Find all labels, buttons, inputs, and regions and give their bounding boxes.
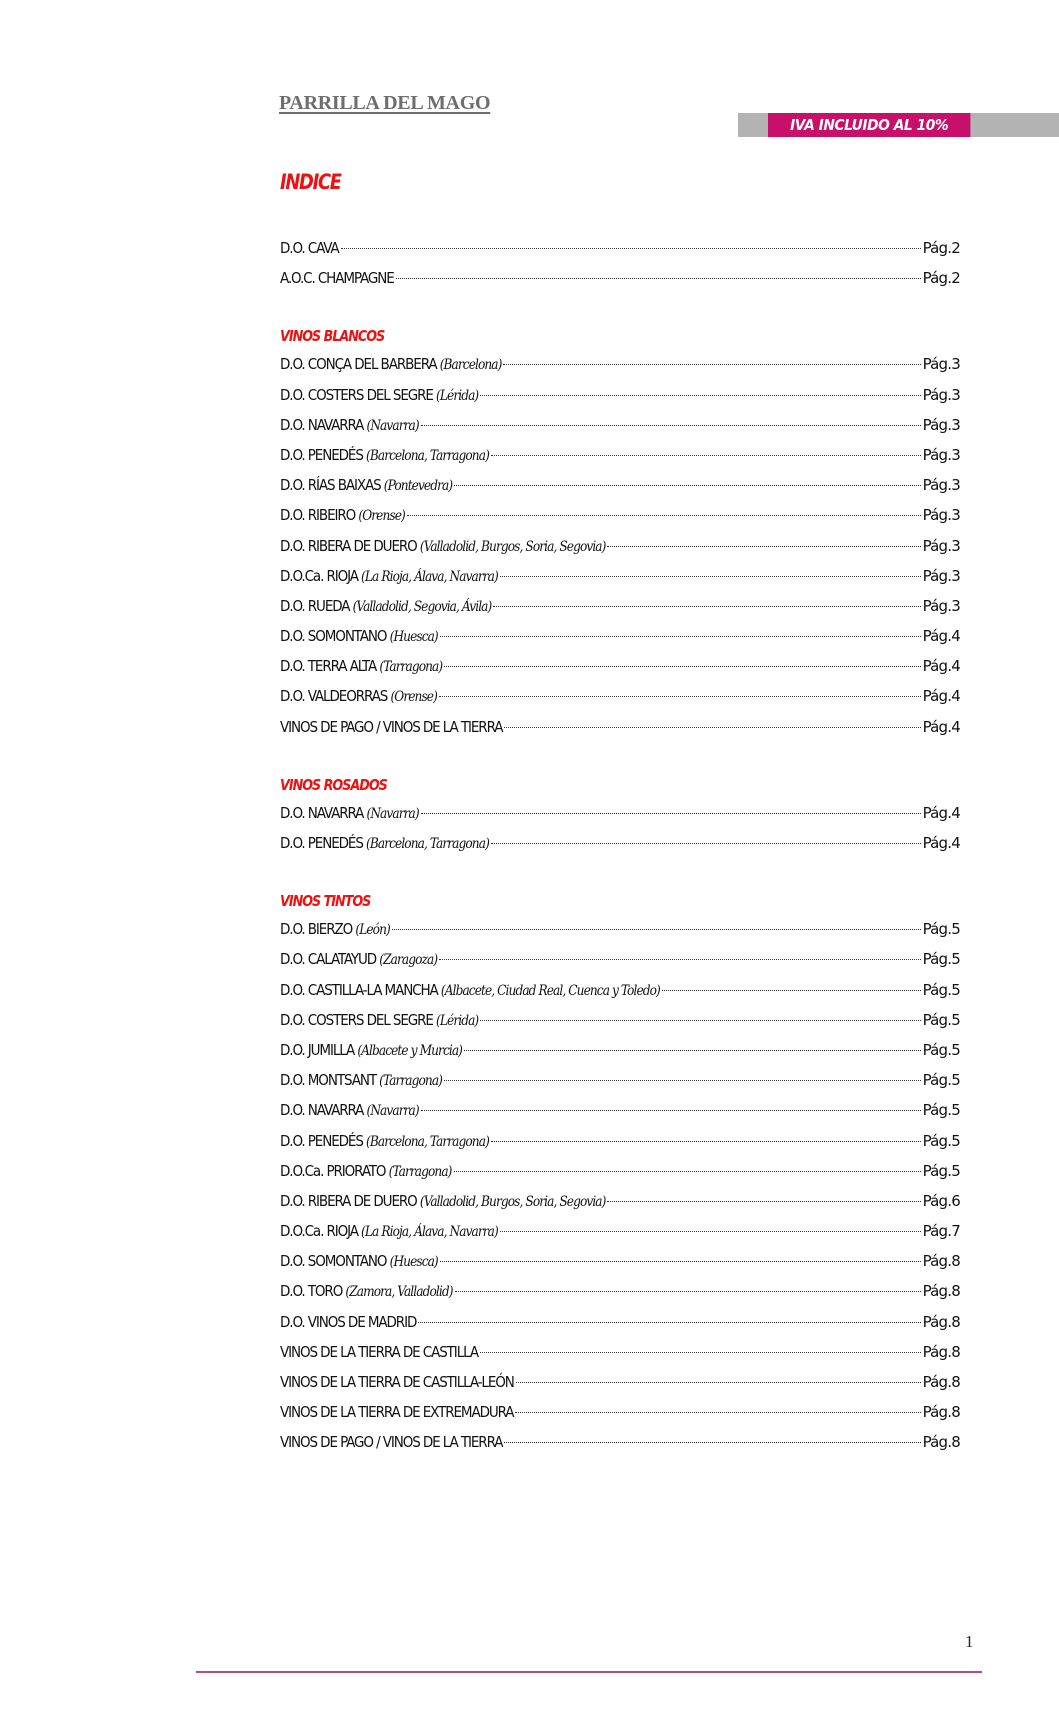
page-reference: Pág.2 <box>922 269 960 288</box>
toc-entry[interactable] <box>280 561 960 591</box>
dot-leader <box>396 278 921 279</box>
toc-entry[interactable] <box>280 1156 960 1186</box>
toc-entry[interactable] <box>280 1186 960 1216</box>
region-name: (León) <box>355 922 390 939</box>
entry-label <box>280 440 489 471</box>
entry-label <box>280 1367 514 1397</box>
toc-entry[interactable] <box>280 1427 960 1457</box>
entry-label <box>280 681 437 712</box>
page-reference: Pág.5 <box>922 920 960 939</box>
dot-leader <box>662 990 921 991</box>
dot-leader <box>516 1382 921 1383</box>
page-reference: Pág.3 <box>922 536 960 555</box>
table-of-contents <box>280 233 960 1458</box>
entry-label <box>280 712 502 742</box>
denomination-name: D.O. TERRA ALTA <box>280 657 377 676</box>
denomination-name: D.O. CONÇA DEL BARBERA <box>280 355 437 374</box>
denomination-name: D.O. NAVARRA <box>280 1101 364 1120</box>
dot-leader <box>500 1231 921 1232</box>
dot-leader <box>418 1322 920 1323</box>
page-reference: Pág.3 <box>922 506 960 525</box>
entry-label <box>280 531 605 562</box>
dot-leader <box>421 813 921 814</box>
page-reference: Pág.5 <box>922 980 960 999</box>
page-reference: Pág.4 <box>922 657 960 676</box>
entry-label <box>280 470 452 501</box>
denomination-name: D.O.Ca. PRIORATO <box>280 1161 386 1180</box>
denomination-name: D.O. BIERZO <box>280 920 353 939</box>
entry-label <box>280 975 660 1006</box>
denomination-name: D.O. NAVARRA <box>280 415 364 434</box>
dot-leader <box>444 666 920 667</box>
denomination-name: D.O. RUEDA <box>280 596 350 615</box>
entry-label <box>280 380 478 411</box>
page-reference: Pág.7 <box>922 1222 960 1241</box>
denomination-name: D.O. TORO <box>280 1282 343 1301</box>
toc-entry[interactable] <box>280 1367 960 1397</box>
dot-leader <box>500 576 921 577</box>
toc-entry[interactable] <box>280 1276 960 1306</box>
entry-label <box>280 798 419 829</box>
toc-entry[interactable] <box>280 1005 960 1035</box>
page-reference: Pág.8 <box>922 1373 960 1391</box>
dot-leader <box>454 485 920 486</box>
region-name: (Zaragoza) <box>379 952 438 969</box>
dot-leader <box>455 1291 921 1292</box>
denomination-name: D.O. CALATAYUD <box>280 950 377 969</box>
dot-leader <box>491 455 921 456</box>
toc-entry[interactable] <box>280 621 960 651</box>
denomination-name: D.O. CASTILLA-LA MANCHA <box>280 980 438 999</box>
section-title: VINOS ROSADOS <box>280 775 387 794</box>
dot-leader <box>341 248 921 249</box>
entry-label <box>280 1337 478 1367</box>
region-name: (Tarragona) <box>379 659 443 676</box>
page-reference: Pág.5 <box>922 950 960 969</box>
toc-entry[interactable] <box>280 914 960 944</box>
denomination-name: D.O. RIBERA DE DUERO <box>280 1191 417 1210</box>
region-name: (Albacete, Ciudad Real, Cuenca y Toledo) <box>440 982 660 999</box>
toc-entry[interactable] <box>280 828 960 858</box>
region-name: (Pontevedra) <box>383 478 453 495</box>
page-reference: Pág.5 <box>922 1161 960 1180</box>
entry-label <box>280 1186 605 1217</box>
denomination-name: D.O. RIBERA DE DUERO <box>280 536 417 555</box>
entry-label <box>280 1126 489 1157</box>
denomination-name: D.O. COSTERS DEL SEGRE <box>280 1010 433 1029</box>
page-reference: Pág.8 <box>922 1282 960 1301</box>
dot-leader <box>504 727 920 728</box>
denomination-name: VINOS DE PAGO / VINOS DE LA TIERRA <box>280 717 503 736</box>
page-reference: Pág.8 <box>922 1342 960 1361</box>
region-name: (Barcelona) <box>439 357 502 374</box>
denomination-name: D.O. SOMONTANO <box>280 1252 387 1271</box>
toc-section <box>280 233 960 293</box>
entry-label <box>280 1427 502 1457</box>
toc-entry[interactable] <box>280 1095 960 1125</box>
region-name: (Navarra) <box>366 805 419 822</box>
denomination-name: D.O. VALDEORRAS <box>280 687 388 706</box>
denomination-name: D.O. SOMONTANO <box>280 627 387 646</box>
entry-label <box>280 263 394 293</box>
dot-leader <box>444 1080 921 1081</box>
denomination-name: D.O.Ca. RIOJA <box>280 566 358 585</box>
region-name: (Valladolid, Burgos, Soria, Segovia) <box>419 1193 606 1210</box>
dot-leader <box>439 696 921 697</box>
region-name: (Valladolid, Segovia, Ávila) <box>352 598 492 615</box>
dot-leader <box>607 546 920 547</box>
entry-label <box>280 1065 442 1096</box>
denomination-name: A.O.C. CHAMPAGNE <box>280 269 394 288</box>
dot-leader <box>480 1020 920 1021</box>
toc-entry[interactable] <box>280 500 960 530</box>
entry-label <box>280 410 419 441</box>
page-number: 1 <box>965 1632 974 1651</box>
toc-entry[interactable] <box>280 1397 960 1427</box>
toc-entry[interactable] <box>280 944 960 974</box>
dot-leader <box>407 515 921 516</box>
toc-entry[interactable] <box>280 380 960 410</box>
page-reference: Pág.3 <box>922 415 960 434</box>
page-reference: Pág.5 <box>922 1040 960 1059</box>
region-name: (La Rioja, Álava, Navarra) <box>361 568 498 585</box>
toc-entry[interactable] <box>280 1216 960 1246</box>
toc-entry[interactable] <box>280 1307 960 1337</box>
page-reference: Pág.4 <box>922 803 960 822</box>
entry-label <box>280 1307 416 1337</box>
toc-entry[interactable] <box>280 1035 960 1065</box>
denomination-name: D.O. COSTERS DEL SEGRE <box>280 385 433 404</box>
denomination-name: D.O.Ca. RIOJA <box>280 1222 358 1241</box>
page-reference: Pág.3 <box>922 596 960 615</box>
entry-label <box>280 651 442 682</box>
toc-entry[interactable] <box>280 349 960 379</box>
page-reference: Pág.4 <box>922 687 960 706</box>
entry-label <box>280 944 437 975</box>
entry-label <box>280 349 501 380</box>
page-reference: Pág.2 <box>922 239 960 257</box>
toc-entry[interactable] <box>280 681 960 711</box>
toc-entry[interactable] <box>280 975 960 1005</box>
denomination-name: D.O. MONTSANT <box>280 1071 376 1090</box>
dot-leader <box>454 1171 921 1172</box>
section-title: VINOS BLANCOS <box>280 327 385 346</box>
toc-entry[interactable] <box>280 798 960 828</box>
page-reference: Pág.4 <box>922 627 960 646</box>
entry-label <box>280 1397 513 1427</box>
denomination-name: D.O. RÍAS BAIXAS <box>280 476 381 495</box>
dot-leader <box>440 1261 921 1262</box>
dot-leader <box>421 1110 921 1111</box>
page-reference: Pág.5 <box>922 1010 960 1029</box>
entry-label <box>280 591 491 622</box>
region-name: (Lérida) <box>436 387 479 404</box>
page-reference: Pág.3 <box>922 385 960 404</box>
dot-leader <box>491 1141 921 1142</box>
toc-entry[interactable] <box>280 1246 960 1276</box>
page-reference: Pág.5 <box>922 1131 960 1150</box>
page-reference: Pág.8 <box>922 1433 960 1452</box>
entry-label <box>280 1276 453 1307</box>
toc-entry[interactable] <box>280 1065 960 1095</box>
page-reference: Pág.6 <box>922 1191 960 1210</box>
region-name: (Lérida) <box>436 1012 479 1029</box>
page-reference: Pág.3 <box>922 445 960 464</box>
entry-label <box>280 1005 478 1036</box>
dot-leader <box>491 843 921 844</box>
region-name: (Barcelona, Tarragona) <box>366 1133 489 1150</box>
dot-leader <box>515 1412 920 1413</box>
entry-label <box>280 1095 419 1126</box>
toc-entry[interactable] <box>280 531 960 561</box>
toc-section <box>280 888 960 1457</box>
toc-entry[interactable] <box>280 410 960 440</box>
region-name: (Tarragona) <box>388 1163 452 1180</box>
region-name: (Huesca) <box>389 629 438 646</box>
toc-entry[interactable] <box>280 1126 960 1156</box>
toc-section <box>280 323 960 741</box>
denomination-name: D.O. PENEDÉS <box>280 1131 363 1150</box>
entry-label <box>280 1035 462 1066</box>
entry-label <box>280 828 489 859</box>
denomination-name: D.O. PENEDÉS <box>280 834 363 852</box>
denomination-name: D.O. VINOS DE MADRID <box>280 1312 417 1331</box>
denomination-name: VINOS DE LA TIERRA DE CASTILLA <box>280 1342 478 1361</box>
footer-rule <box>196 1671 662 1673</box>
toc-entry[interactable] <box>280 591 960 621</box>
toc-entry[interactable] <box>280 233 960 263</box>
denomination-name: D.O. CAVA <box>280 239 339 257</box>
page-reference: Pág.4 <box>922 717 960 736</box>
denomination-name: D.O. RIBEIRO <box>280 506 356 525</box>
denomination-name: D.O. NAVARRA <box>280 803 364 822</box>
page-reference: Pág.8 <box>922 1403 960 1422</box>
section-title: VINOS TINTOS <box>280 892 371 911</box>
region-name: (Huesca) <box>389 1254 438 1271</box>
entry-label <box>280 561 498 592</box>
entry-label <box>280 1216 498 1247</box>
dot-leader <box>480 1352 921 1353</box>
dot-leader <box>440 636 921 637</box>
region-name: (Orense) <box>358 508 405 525</box>
denomination-name: VINOS DE LA TIERRA DE EXTREMADURA <box>280 1403 514 1422</box>
dot-leader <box>504 1442 920 1443</box>
region-name: (Zamora, Valladolid) <box>345 1284 453 1301</box>
dot-leader <box>464 1050 921 1051</box>
denomination-name: D.O. JUMILLA <box>280 1040 355 1059</box>
page-reference: Pág.4 <box>922 834 960 852</box>
page-reference: Pág.3 <box>922 355 960 374</box>
entry-label <box>280 914 390 945</box>
dot-leader <box>493 606 920 607</box>
page-reference: Pág.8 <box>922 1252 960 1271</box>
dot-leader <box>421 425 921 426</box>
page-reference: Pág.3 <box>922 476 960 495</box>
region-name: (Barcelona, Tarragona) <box>366 836 489 852</box>
dot-leader <box>503 364 920 365</box>
region-name: (Albacete y Murcia) <box>357 1042 463 1059</box>
denomination-name: VINOS DE LA TIERRA DE CASTILLA-LEÓN <box>280 1373 514 1391</box>
entry-label <box>280 500 405 531</box>
denomination-name: VINOS DE PAGO / VINOS DE LA TIERRA <box>280 1433 503 1452</box>
denomination-name: D.O. PENEDÉS <box>280 445 363 464</box>
region-name: (Barcelona, Tarragona) <box>366 447 489 464</box>
footer-rule-right <box>662 1671 982 1673</box>
entry-label <box>280 621 438 652</box>
page-reference: Pág.3 <box>922 566 960 585</box>
toc-entry[interactable] <box>280 263 960 293</box>
toc-entry[interactable] <box>280 651 960 681</box>
toc-entry[interactable] <box>280 440 960 470</box>
region-name: (Navarra) <box>366 417 419 434</box>
toc-section <box>280 772 960 858</box>
restaurant-name: PARRILLA DEL MAGO <box>279 92 491 114</box>
region-name: (Valladolid, Burgos, Soria, Segovia) <box>419 538 606 555</box>
region-name: (Tarragona) <box>379 1073 443 1090</box>
page-reference: Pág.8 <box>922 1312 960 1331</box>
page-reference: Pág.5 <box>922 1101 960 1120</box>
index-title: INDICE <box>280 170 341 194</box>
entry-label <box>280 1156 452 1187</box>
region-name: (La Rioja, Álava, Navarra) <box>361 1224 498 1241</box>
dot-leader <box>439 959 920 960</box>
entry-label <box>280 1246 438 1277</box>
region-name: (Orense) <box>390 689 437 706</box>
dot-leader <box>480 395 920 396</box>
region-name: (Navarra) <box>366 1103 419 1120</box>
vat-notice-badge: IVA INCLUIDO AL 10% <box>768 113 970 137</box>
dot-leader <box>392 929 921 930</box>
toc-entry[interactable] <box>280 712 960 742</box>
page-reference: Pág.5 <box>922 1071 960 1090</box>
entry-label <box>280 233 339 263</box>
dot-leader <box>607 1201 920 1202</box>
toc-entry[interactable] <box>280 470 960 500</box>
toc-entry[interactable] <box>280 1337 960 1367</box>
